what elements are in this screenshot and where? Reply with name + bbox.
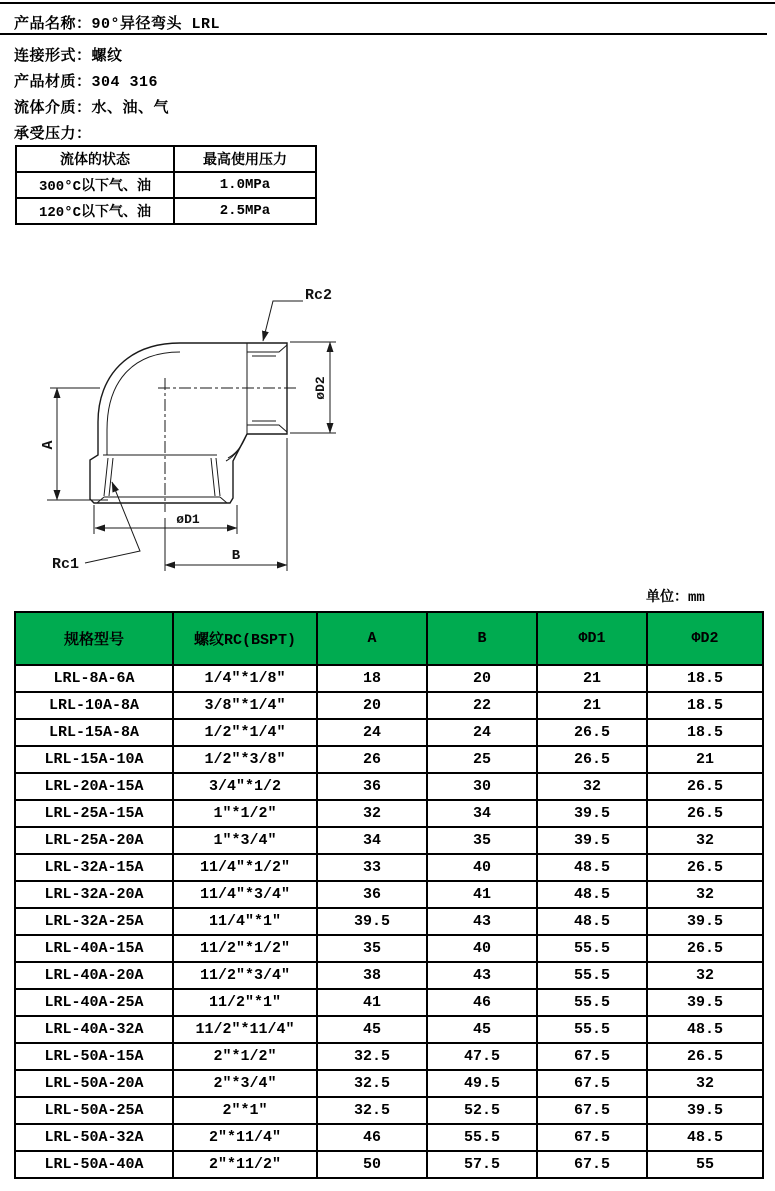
table-cell: 48.5 (537, 881, 647, 908)
table-cell: 50 (317, 1151, 427, 1178)
table-cell: 32 (647, 827, 763, 854)
table-cell: 11/2″*3/4″ (173, 962, 317, 989)
table-cell: 18.5 (647, 665, 763, 692)
table-row (15, 1016, 763, 1043)
dim-label-rc1: Rc1 (52, 556, 80, 573)
table-cell: 32 (537, 773, 647, 800)
table-row (15, 881, 763, 908)
table-row (15, 827, 763, 854)
column-header: ΦD1 (537, 612, 647, 665)
table-cell: 24 (317, 719, 427, 746)
table-cell: 1.0MPa (174, 172, 316, 198)
table-cell: 52.5 (427, 1097, 537, 1124)
table-cell: 34 (427, 800, 537, 827)
table-cell: 26.5 (537, 746, 647, 773)
table-cell: LRL-40A-15A (15, 935, 173, 962)
table-cell: 55.5 (537, 989, 647, 1016)
table-cell: 26.5 (647, 800, 763, 827)
table-cell: 36 (317, 773, 427, 800)
table-cell: 120°C以下气、油 (16, 198, 174, 224)
table-cell: 2″*3/4″ (173, 1070, 317, 1097)
table-cell: LRL-50A-15A (15, 1043, 173, 1070)
table-cell: 48.5 (647, 1016, 763, 1043)
bottom-socket-detail (97, 455, 227, 503)
connection-type-label: 连接形式： (14, 48, 92, 65)
table-cell: 41 (427, 881, 537, 908)
table-cell: 55.5 (427, 1124, 537, 1151)
table-cell: 48.5 (647, 1124, 763, 1151)
table-cell: LRL-40A-32A (15, 1016, 173, 1043)
pressure-label: 承受压力： (14, 126, 92, 143)
column-header: 规格型号 (15, 612, 173, 665)
table-cell: 2″*1″ (173, 1097, 317, 1124)
table-cell: 39.5 (317, 908, 427, 935)
table-cell: LRL-40A-20A (15, 962, 173, 989)
connection-type-value: 螺纹 (91, 48, 123, 65)
product-name-label: 产品名称： (14, 16, 92, 33)
table-cell: 22 (427, 692, 537, 719)
medium-line (14, 96, 169, 117)
table-cell: 35 (317, 935, 427, 962)
table-row (15, 746, 763, 773)
table-cell: 26.5 (647, 935, 763, 962)
table-cell: 18.5 (647, 719, 763, 746)
table-row (15, 1097, 763, 1124)
table-cell: 20 (427, 665, 537, 692)
table-cell: 34 (317, 827, 427, 854)
column-header: 螺纹RC(BSPT) (173, 612, 317, 665)
table-cell: LRL-32A-25A (15, 908, 173, 935)
table-row (15, 773, 763, 800)
table-cell: 3/4″*1/2 (173, 773, 317, 800)
table-cell: 39.5 (647, 1097, 763, 1124)
table-cell: LRL-10A-8A (15, 692, 173, 719)
table-cell: 11/2″*11/4″ (173, 1016, 317, 1043)
medium-label: 流体介质： (14, 100, 92, 117)
table-cell: 48.5 (537, 854, 647, 881)
table-cell: 41 (317, 989, 427, 1016)
table-cell: 32.5 (317, 1097, 427, 1124)
table-cell: 32 (647, 881, 763, 908)
table-cell: 38 (317, 962, 427, 989)
table-row (15, 719, 763, 746)
table-cell: 300°C以下气、油 (16, 172, 174, 198)
table-cell: 11/4″*1″ (173, 908, 317, 935)
table-cell: 55 (647, 1151, 763, 1178)
pressure-line (14, 122, 92, 143)
table-cell: 36 (317, 881, 427, 908)
table-cell: 11/4″*1/2″ (173, 854, 317, 881)
table-cell: 40 (427, 854, 537, 881)
table-cell: 11/2″*1/2″ (173, 935, 317, 962)
table-cell: 45 (317, 1016, 427, 1043)
table-cell: 21 (647, 746, 763, 773)
product-name-line (14, 12, 220, 33)
table-cell: 1″*3/4″ (173, 827, 317, 854)
table-cell: 39.5 (647, 908, 763, 935)
column-header: A (317, 612, 427, 665)
table-row (15, 800, 763, 827)
table-cell: LRL-15A-8A (15, 719, 173, 746)
table-cell: 32.5 (317, 1043, 427, 1070)
table-cell: 30 (427, 773, 537, 800)
material-value: 304 316 (91, 74, 159, 91)
table-cell: 40 (427, 935, 537, 962)
material-label: 产品材质： (14, 74, 92, 91)
spec-table-header-row (15, 612, 763, 665)
table-cell: 21 (537, 665, 647, 692)
table-cell: 2″*11/2″ (173, 1151, 317, 1178)
dim-label-d1: øD1 (176, 512, 200, 527)
table-row (15, 935, 763, 962)
pressure-table-header-row (16, 146, 316, 172)
table-cell: 21 (537, 692, 647, 719)
table-cell: 35 (427, 827, 537, 854)
technical-drawing-area (20, 278, 380, 578)
table-cell: LRL-32A-20A (15, 881, 173, 908)
table-row (15, 908, 763, 935)
table-cell: 26.5 (647, 854, 763, 881)
table-cell: 67.5 (537, 1043, 647, 1070)
title-divider (0, 33, 767, 35)
rc1-leader (85, 482, 140, 563)
table-cell: 46 (427, 989, 537, 1016)
table-cell: 43 (427, 962, 537, 989)
table-row (15, 1124, 763, 1151)
table-cell: 26.5 (647, 1043, 763, 1070)
connection-type-line (14, 44, 123, 65)
top-rule (0, 2, 775, 4)
table-row (15, 854, 763, 881)
table-cell: 39.5 (537, 800, 647, 827)
medium-value: 水、油、气 (91, 100, 170, 117)
table-cell: 1/2″*1/4″ (173, 719, 317, 746)
table-cell: 46 (317, 1124, 427, 1151)
table-cell: LRL-32A-15A (15, 854, 173, 881)
table-cell: 1/4″*1/8″ (173, 665, 317, 692)
table-cell: LRL-15A-10A (15, 746, 173, 773)
table-cell: 43 (427, 908, 537, 935)
table-cell: 11/4″*3/4″ (173, 881, 317, 908)
table-cell: LRL-50A-40A (15, 1151, 173, 1178)
table-cell: 20 (317, 692, 427, 719)
dim-label-rc2: Rc2 (305, 287, 333, 304)
table-cell: 33 (317, 854, 427, 881)
table-cell: 67.5 (537, 1124, 647, 1151)
table-cell: 26.5 (537, 719, 647, 746)
table-cell: 32 (647, 962, 763, 989)
dim-label-b: B (231, 548, 241, 564)
elbow-technical-drawing (20, 278, 380, 578)
table-cell: 1/2″*3/8″ (173, 746, 317, 773)
table-row (15, 1043, 763, 1070)
column-header: B (427, 612, 537, 665)
table-cell: 3/8″*1/4″ (173, 692, 317, 719)
table-cell: 67.5 (537, 1097, 647, 1124)
table-cell: 55.5 (537, 962, 647, 989)
pressure-table-body (16, 172, 316, 224)
table-row (15, 1070, 763, 1097)
dim-b-extensions (165, 438, 287, 571)
table-row (16, 172, 316, 198)
table-cell: 1″*1/2″ (173, 800, 317, 827)
table-cell: 55.5 (537, 1016, 647, 1043)
elbow-web-detail (226, 434, 247, 461)
table-cell: 39.5 (537, 827, 647, 854)
table-cell: 32.5 (317, 1070, 427, 1097)
dim-label-d2: øD2 (313, 376, 328, 400)
table-row (15, 692, 763, 719)
material-line (14, 70, 158, 91)
column-header: 最高使用压力 (174, 146, 316, 172)
table-row (15, 962, 763, 989)
table-cell: 39.5 (647, 989, 763, 1016)
table-cell: 25 (427, 746, 537, 773)
table-cell: 32 (647, 1070, 763, 1097)
table-cell: LRL-50A-20A (15, 1070, 173, 1097)
table-cell: 32 (317, 800, 427, 827)
table-cell: 18 (317, 665, 427, 692)
unit-note: 单位：mm (646, 590, 705, 606)
table-cell: LRL-25A-20A (15, 827, 173, 854)
table-cell: 45 (427, 1016, 537, 1043)
table-cell: LRL-40A-25A (15, 989, 173, 1016)
table-cell: 26.5 (647, 773, 763, 800)
table-cell: 2″*11/4″ (173, 1124, 317, 1151)
table-cell: 57.5 (427, 1151, 537, 1178)
table-cell: 24 (427, 719, 537, 746)
elbow-outline (90, 343, 287, 503)
table-cell: 2.5MPa (174, 198, 316, 224)
table-cell: LRL-25A-15A (15, 800, 173, 827)
table-cell: LRL-20A-15A (15, 773, 173, 800)
table-cell: 47.5 (427, 1043, 537, 1070)
table-row (15, 989, 763, 1016)
table-cell: 26 (317, 746, 427, 773)
spec-table (14, 611, 764, 1179)
rc2-leader (263, 301, 303, 341)
table-row (15, 1151, 763, 1178)
table-cell: 67.5 (537, 1070, 647, 1097)
product-name-value: 90°异径弯头 LRL (91, 16, 221, 33)
dim-label-a: A (40, 440, 57, 450)
table-row (15, 665, 763, 692)
table-cell: 55.5 (537, 935, 647, 962)
table-row (16, 198, 316, 224)
table-cell: 49.5 (427, 1070, 537, 1097)
column-header: 流体的状态 (16, 146, 174, 172)
table-cell: LRL-50A-32A (15, 1124, 173, 1151)
pressure-table (15, 145, 317, 225)
table-cell: 11/2″*1″ (173, 989, 317, 1016)
table-cell: 2″*1/2″ (173, 1043, 317, 1070)
spec-table-body (15, 665, 763, 1178)
table-cell: 67.5 (537, 1151, 647, 1178)
table-cell: LRL-8A-6A (15, 665, 173, 692)
table-cell: LRL-50A-25A (15, 1097, 173, 1124)
table-cell: 48.5 (537, 908, 647, 935)
column-header: ΦD2 (647, 612, 763, 665)
table-cell: 18.5 (647, 692, 763, 719)
